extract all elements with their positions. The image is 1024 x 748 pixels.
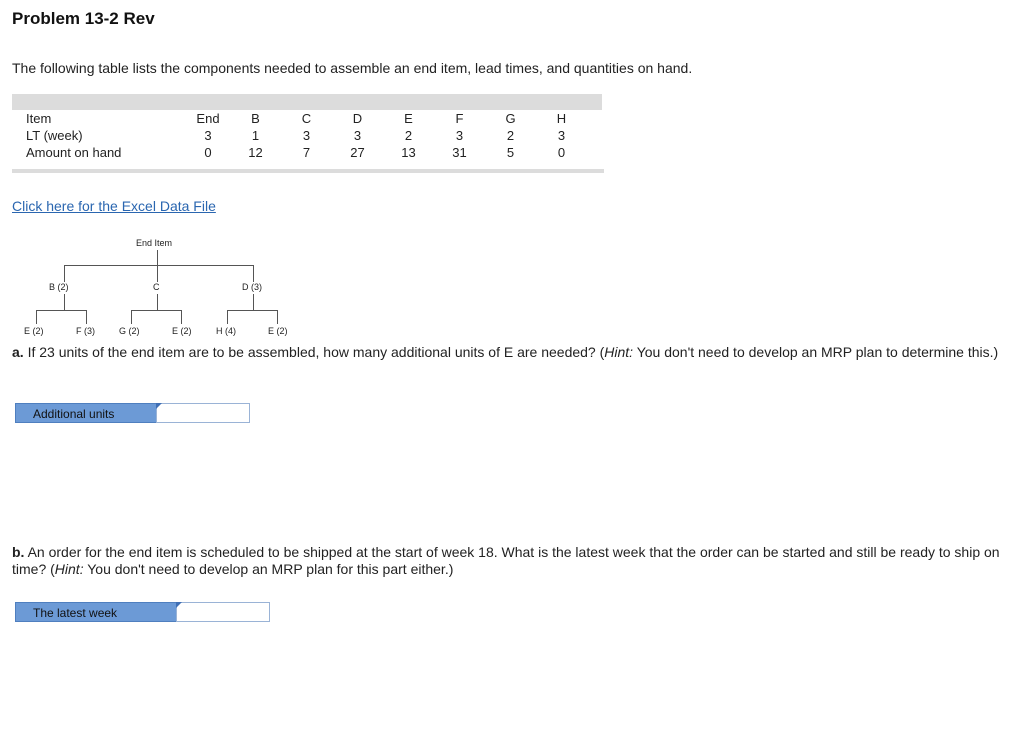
tree-node-e-under-d: E (2) [268, 326, 288, 336]
cell-lt: 3 [204, 128, 212, 143]
question-b-text-end: You don't need to develop an MRP plan for this part either.) [83, 561, 454, 577]
cell-lt: 3 [557, 128, 566, 143]
tree-connector [86, 310, 87, 324]
tree-connector [253, 265, 254, 282]
question-a [12, 344, 1002, 361]
tree-connector [157, 265, 158, 282]
cell-item: End [196, 111, 220, 126]
cell-item: G [505, 111, 516, 126]
tree-connector [36, 310, 87, 311]
product-structure-tree [0, 230, 330, 345]
question-b-text: An order for the end item is scheduled to be shipped at the start of week 18. What is the latest week that the order can be started and still be ready to ship on time? ( [12, 544, 1000, 577]
table-footer-bar [12, 169, 604, 173]
cell-item: C [301, 111, 312, 126]
cell-on-hand: 31 [452, 145, 467, 160]
cell-on-hand: 5 [506, 145, 515, 160]
tree-node-f: F (3) [76, 326, 95, 336]
tree-connector [131, 310, 132, 324]
tree-connector [64, 265, 65, 282]
cell-lt: 2 [404, 128, 413, 143]
page-title: Problem 13-2 Rev [12, 9, 155, 28]
latest-week-label: The latest week [15, 602, 177, 622]
table-header-bar [12, 94, 602, 110]
tree-connector [253, 294, 254, 311]
cell-item: H [556, 111, 567, 126]
tree-node-d: D (3) [242, 282, 262, 292]
tree-node-root: End Item [136, 238, 173, 248]
tree-node-e-under-b: E (2) [24, 326, 44, 336]
row-item [26, 110, 587, 127]
tree-connector [277, 310, 278, 324]
question-b-hint: Hint: [54, 561, 84, 577]
components-data-grid [26, 110, 587, 161]
cell-on-hand: 27 [350, 145, 365, 160]
cell-item: E [404, 111, 413, 126]
cell-item: B [251, 111, 260, 126]
question-a-text-end: You don't need to develop an MRP plan to determine this.) [633, 344, 999, 360]
tree-connector [227, 310, 278, 311]
tree-connector [157, 294, 158, 311]
cell-on-hand: 0 [557, 145, 566, 160]
row-lt [26, 127, 587, 144]
cell-item: F [455, 111, 464, 126]
cell-on-hand: 7 [302, 145, 311, 160]
tree-connector [64, 294, 65, 311]
question-a-prefix: a. [12, 344, 24, 360]
cell-on-hand: 0 [204, 145, 212, 160]
additional-units-label: Additional units [15, 403, 157, 423]
cell-lt: 2 [506, 128, 515, 143]
cell-lt: 1 [251, 128, 260, 143]
question-b [12, 544, 1002, 578]
input-corner-marker [156, 403, 162, 409]
row-label-lt: LT (week) [26, 128, 83, 143]
intro-text: The following table lists the components needed to assemble an end item, lead times, and quantities on hand. [12, 60, 693, 76]
tree-connector [227, 310, 228, 324]
cell-item: D [352, 111, 363, 126]
cell-lt: 3 [302, 128, 311, 143]
tree-connector [36, 310, 37, 324]
tree-connector [157, 250, 158, 266]
tree-node-c: C [153, 282, 160, 292]
cell-lt: 3 [455, 128, 464, 143]
tree-node-h: H (4) [216, 326, 236, 336]
tree-node-g: G (2) [119, 326, 140, 336]
latest-week-input[interactable] [176, 602, 270, 622]
excel-data-link[interactable]: Click here for the Excel Data File [12, 198, 216, 214]
tree-connector [131, 310, 182, 311]
row-on-hand [26, 144, 587, 161]
tree-connector [64, 265, 254, 266]
row-label-on-hand: Amount on hand [26, 145, 122, 160]
tree-node-e-under-c: E (2) [172, 326, 192, 336]
question-b-prefix: b. [12, 544, 25, 560]
question-a-hint: Hint: [604, 344, 634, 360]
additional-units-input[interactable] [156, 403, 250, 423]
row-label-item: Item [26, 111, 52, 126]
question-a-text: If 23 units of the end item are to be assembled, how many additional units of E are needed? ( [23, 344, 605, 360]
cell-on-hand: 12 [248, 145, 263, 160]
tree-node-b: B (2) [49, 282, 69, 292]
input-corner-marker [176, 602, 182, 608]
cell-lt: 3 [353, 128, 362, 143]
tree-connector [181, 310, 182, 324]
cell-on-hand: 13 [401, 145, 416, 160]
